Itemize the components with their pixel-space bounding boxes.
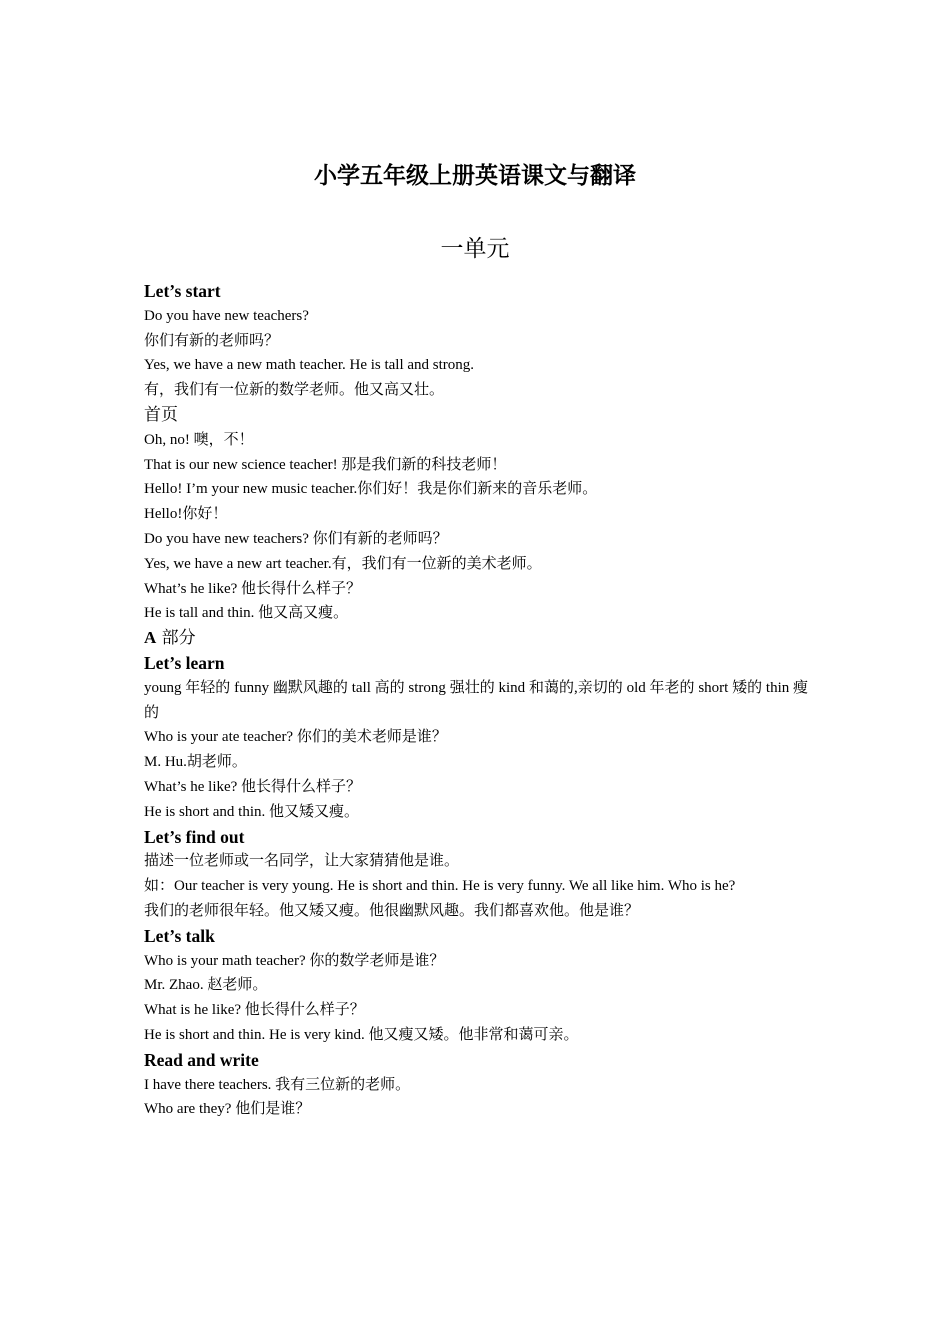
text-line: 首页 [144,404,178,425]
text-line: He is tall and thin. 他又高又瘦。 [144,605,349,622]
text-line: He is short and thin. He is very kind. 他又瘦又矮。他非常和蔼可亲。 [144,1026,579,1043]
part-label: 部分 [156,628,196,649]
vocabulary-line: young 年轻的 funny 幽默风趣的 tall 高的 strong 强壮的 kind 和蔼的,亲切的 old 年老的 short 矮的 thin 瘦的 [144,679,808,721]
text-line: 有，我们有一位新的数学老师。他又高又壮。 [144,382,445,399]
section-heading: Read and write [144,1049,259,1070]
text-line: 你们有新的老师吗？ [144,332,280,349]
section-heading: Let’s find out [144,826,245,847]
text-line: What’s he like? 他长得什么样子？ [144,580,362,597]
text-line: Do you have new teachers? 你们有新的老师吗？ [144,530,448,547]
text-line: Mr. Zhao. 赵老师。 [144,977,268,994]
text-line: Do you have new teachers? [144,307,309,324]
text-line: 我们的老师很年轻。他又矮又瘦。他很幽默风趣。我们都喜欢他。他是谁？ [144,902,640,919]
text-line: Oh, no! 噢，不！ [144,431,254,448]
text-line: M. Hu.胡老师。 [144,754,247,771]
part-letter: A [144,628,157,648]
section-heading: Let’s start [144,281,221,301]
text-line: He is short and thin. 他又矮又瘦。 [144,803,359,820]
part-heading [144,626,808,651]
section-heading: Let’s learn [144,652,225,673]
text-line: Who are they? 他们是谁？ [144,1101,311,1118]
text-line: What is he like? 他长得什么样子？ [144,1002,365,1019]
text-line: I have there teachers. 我有三位新的老师。 [144,1076,411,1093]
document-title: 小学五年级上册英语课文与翻译 [314,163,636,189]
section-heading: Let’s talk [144,925,215,946]
text-line: 如：Our teacher is very young. He is short and thin. He is very funny. We all like him. Who is he? [144,878,736,895]
text-line: Hello!你好！ [144,506,228,523]
unit-title: 一单元 [440,236,510,262]
text-line: Who is your ate teacher? 你们的美术老师是谁？ [144,729,447,746]
text-line: Who is your math teacher? 你的数学老师是谁？ [144,952,445,969]
text-line: That is our new science teacher! 那是我们新的科技老师！ [144,456,507,473]
text-line: Yes, we have a new math teacher. He is tall and strong. [144,357,475,374]
text-line: Hello! I’m your new music teacher.你们好！我是你们新来的音乐老师。 [144,481,598,498]
text-line: Yes, we have a new art teacher.有，我们有一位新的美术老师。 [144,555,542,572]
text-line: 描述一位老师或一名同学，让大家猜猜他是谁。 [144,853,460,870]
document-body [144,279,808,1122]
text-line: What’s he like? 他长得什么样子？ [144,778,362,795]
